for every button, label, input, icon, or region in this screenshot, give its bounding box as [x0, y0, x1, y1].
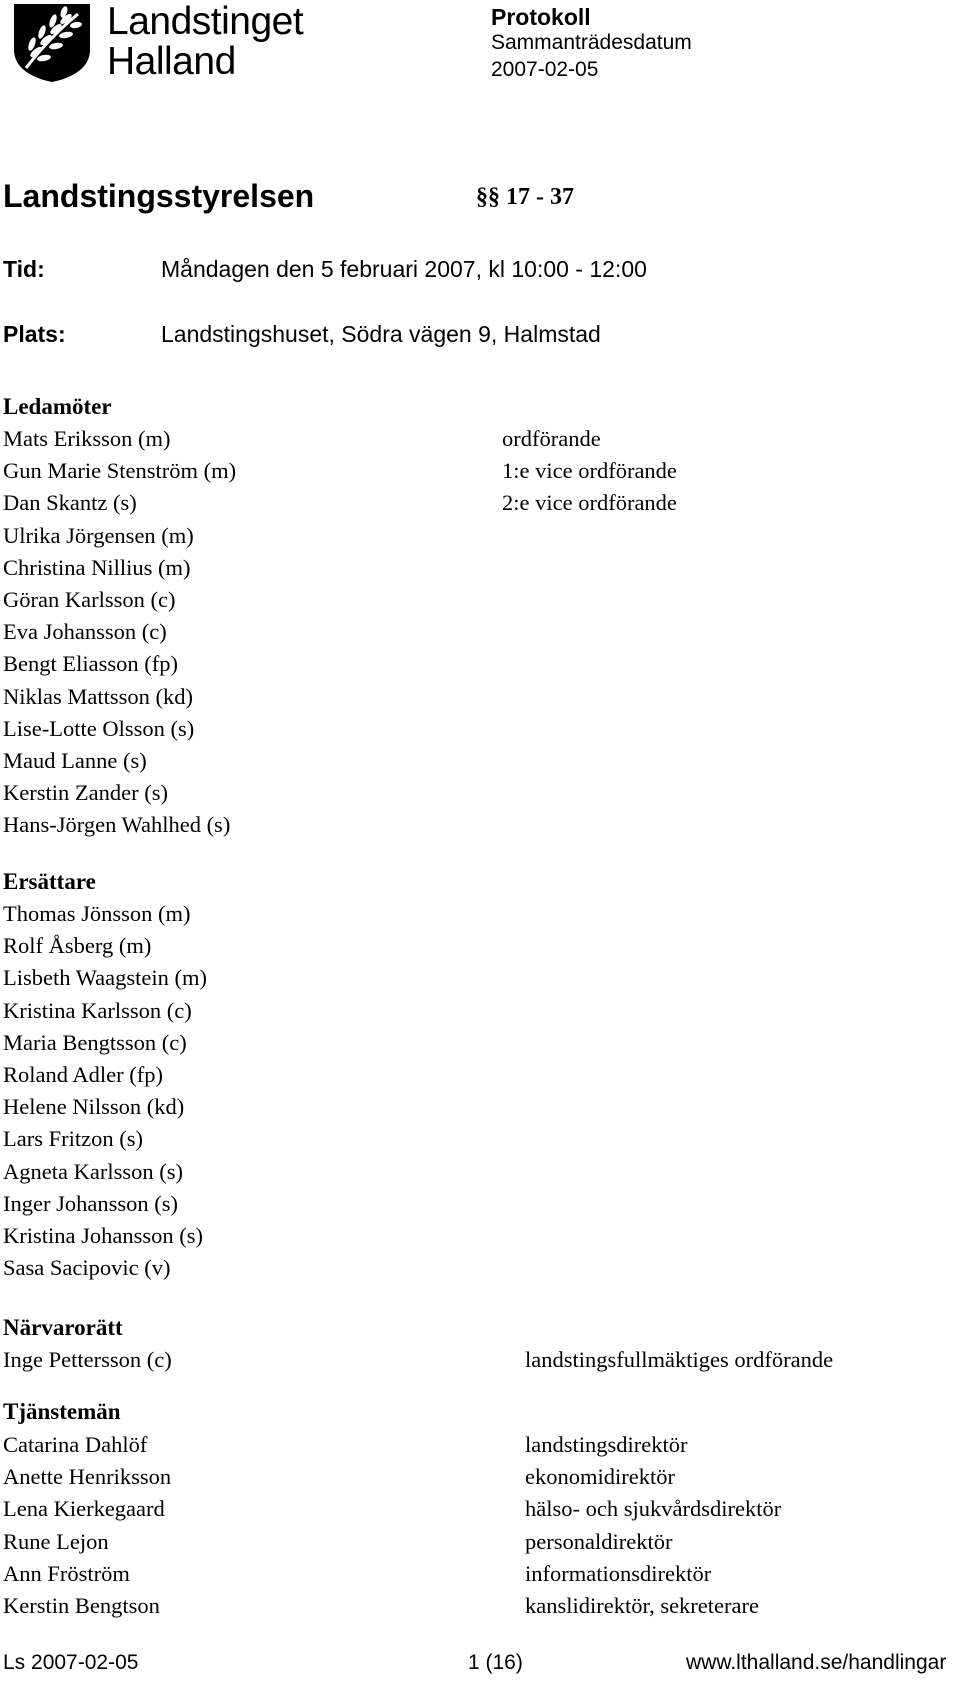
list-item-name: Thomas Jönsson (m) [3, 901, 191, 926]
list-item-name: Agneta Karlsson (s) [3, 1158, 183, 1184]
list-item-name: Rune Lejon [3, 1528, 109, 1554]
footer-page-number: 1 (16) [468, 1651, 523, 1674]
list-item-name: Kristina Johansson (s) [3, 1223, 203, 1248]
footer-url: www.lthalland.se/handlingar [686, 1651, 947, 1674]
place-label: Plats: [3, 321, 66, 347]
list-item-name: Maud Lanne (s) [3, 748, 147, 773]
list-item-name: Kerstin Zander (s) [3, 780, 168, 806]
list-item-name: Anette Henriksson [3, 1464, 172, 1490]
list-item-role: informationsdirektör [525, 1560, 712, 1586]
list-item-name: Bengt Eliasson (fp) [3, 651, 178, 677]
list-item-name: Helene Nilsson (kd) [3, 1094, 185, 1120]
list-item-name: Niklas Mattsson (kd) [3, 683, 193, 709]
page-title: Landstingsstyrelsen [3, 178, 315, 214]
list-item-role: 1:e vice ordförande [502, 458, 677, 484]
logo-text-line2: Halland [107, 40, 236, 83]
logo-text-line1: Landstinget [107, 0, 304, 43]
document-type: Protokoll [491, 4, 591, 30]
section-heading-ersattare: Ersättare [3, 869, 96, 894]
list-item-role: ordförande [502, 426, 601, 451]
list-item-role: landstingsdirektör [525, 1432, 688, 1457]
paragraph-reference: §§ 17 - 37 [476, 184, 574, 210]
landstinget-halland-logo [12, 2, 312, 84]
section-heading-narvarorätt: Närvarorätt [3, 1315, 123, 1340]
list-item-role: kanslidirektör, sekreterare [525, 1593, 759, 1618]
list-item-role: hälso- och sjukvårdsdirektör [525, 1496, 782, 1522]
list-item-name: Lise-Lotte Olsson (s) [3, 715, 195, 741]
list-item-name: Maria Bengtsson (c) [3, 1029, 187, 1055]
list-item-name: Catarina Dahlöf [3, 1432, 148, 1457]
list-item-name: Eva Johansson (c) [3, 619, 167, 645]
list-item-role: landstingsfullmäktiges ordförande [525, 1347, 834, 1372]
list-item-name: Ulrika Jörgensen (m) [3, 522, 194, 548]
list-item-name: Christina Nillius (m) [3, 554, 191, 580]
list-item-name: Mats Eriksson (m) [3, 426, 171, 451]
list-item-name: Göran Karlsson (c) [3, 587, 176, 612]
list-item-role: personaldirektör [525, 1528, 673, 1554]
list-item-name: Inger Johansson (s) [3, 1190, 178, 1216]
list-item-name: Rolf Åsberg (m) [3, 933, 152, 959]
place-value: Landstingshuset, Södra vägen 9, Halmstad [161, 321, 601, 347]
list-item-name: Kristina Karlsson (c) [3, 997, 192, 1023]
list-item-name: Dan Skantz (s) [3, 490, 137, 516]
list-item-name: Kerstin Bengtson [3, 1593, 160, 1618]
list-item-name: Lena Kierkegaard [3, 1496, 165, 1522]
footer-reference: Ls 2007-02-05 [3, 1651, 139, 1674]
section-heading-tjansteman: Tjänstemän [3, 1399, 121, 1424]
time-label: Tid: [3, 256, 45, 282]
list-item-name: Ann Fröström [3, 1560, 130, 1586]
logo-emblem-icon [12, 2, 102, 84]
list-item-name: Roland Adler (fp) [3, 1062, 163, 1087]
list-item-role: 2:e vice ordförande [502, 490, 677, 516]
meeting-date-label: Sammanträdesdatum [491, 31, 692, 54]
list-item-name: Lisbeth Waagstein (m) [3, 965, 207, 991]
list-item-name: Sasa Sacipovic (v) [3, 1255, 171, 1281]
list-item-name: Inge Pettersson (c) [3, 1347, 172, 1372]
list-item-name: Lars Fritzon (s) [3, 1126, 143, 1152]
section-heading-ledamoter: Ledamöter [3, 394, 112, 419]
list-item-role: ekonomidirektör [525, 1464, 675, 1490]
list-item-name: Hans-Jörgen Wahlhed (s) [3, 812, 231, 838]
list-item-name: Gun Marie Stenström (m) [3, 458, 237, 484]
time-value: Måndagen den 5 februari 2007, kl 10:00 - 12:00 [161, 256, 647, 282]
meeting-date: 2007-02-05 [491, 58, 599, 81]
